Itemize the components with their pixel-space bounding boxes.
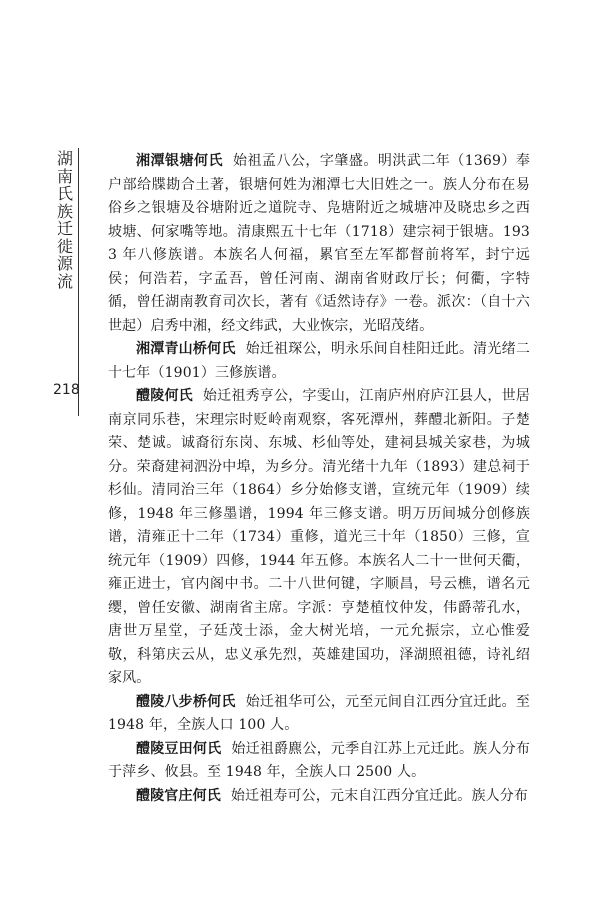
margin-rule: [78, 148, 79, 416]
clan-entry: [108, 785, 530, 809]
clan-text: 始迁祖华可公，元至元间自江西分宜迁此。至 1948 年，全族人口 100 人。: [108, 693, 530, 733]
clan-text: 始迁祖秀亨公，字雯山，江南庐州府庐江县人，世居南京同乐巷，宋理宗时贬岭南观察，客死潭州，葬醴北新阳。子楚荣、楚诚。诚裔衍东岗、东城、杉仙等处，建祠县城关家巷，为城分。荣裔建祠泗汾中埠，为乡分。清光绪十九年（1893）建总祠于杉仙。清同治三年（1864）乡分始修支谱，宣统元年（1909）续修，1948 年三修墨谱，1994 年三修支谱。明万历间城分创修族谱，清雍正十二年（1734）重修，道光三十年（1850）三修，宣统元年（1909）四修，1944 年五修。本族名人二十一世何天衢，雍正进士，官内阁中书。二十八世何键，字顺昌，号云樵，谱名元缨，曾任安徽、湖南省主席。字派：亨楚植忟仲发，伟爵蒂孔水，唐世万星堂，子廷茂士添，金大树光培，一元允振宗，立心惟爱敬，科第庆云从，忠义承先烈，英雄建国功，泽湖照祖德，诗礼绍家风。: [108, 388, 530, 686]
clan-entry: [108, 691, 530, 738]
clan-name: 醴陵八步桥何氏: [136, 693, 236, 710]
clan-name: 湘潭青山桥何氏: [136, 341, 236, 357]
clan-entry: [108, 738, 530, 785]
clan-entry: [108, 385, 530, 691]
clan-name: 醴陵官庄何氏: [136, 787, 221, 804]
page-body: [108, 150, 530, 808]
clan-text: 始迁祖寿可公，元末自江西分宜迁此。族人分布: [230, 787, 529, 804]
clan-text: 始迁祖琛公，明永乐间自桂阳迁此。清光绪二十七年（1901）三修族谱。: [108, 341, 530, 381]
page-number: 218: [53, 382, 80, 398]
clan-entry: [108, 150, 530, 338]
clan-text: 始迁祖爵麃公，元季自江苏上元迁此。族人分布于萍乡、攸县。至 1948 年，全族人口 2500 人。: [108, 740, 530, 780]
clan-text: 始祖孟八公，字肇盛。明洪武二年（1369）奉户部给牒勘合土著，银塘何姓为湘潭七大旧姓之一。族人分布在易俗乡之银塘及谷塘附近之道院寺、凫塘附近之城塘冲及晓忠乡之西坡塘、何家嘴等地。清康熙五十七年（1718）建宗祠于银塘。1933 年八修族谱。本族名人何福，累官至左军都督前将军，封宁远侯；何浩若，字孟吾，曾任河南、湖南省财政厅长；何衢，字特循，曾任湖南教育司次长，著有《适然诗存》一卷。派次：（自十六世起）启秀中湘，经文纬武，大业恢宗，光昭茂绪。: [108, 153, 530, 334]
running-book-title: 湖南氏族迁徙源流: [56, 149, 73, 291]
clan-name: 醴陵豆田何氏: [136, 740, 222, 757]
clan-name: 湘潭银塘何氏: [136, 153, 223, 169]
clan-name: 醴陵何氏: [136, 388, 193, 404]
clan-entry: [108, 338, 530, 385]
